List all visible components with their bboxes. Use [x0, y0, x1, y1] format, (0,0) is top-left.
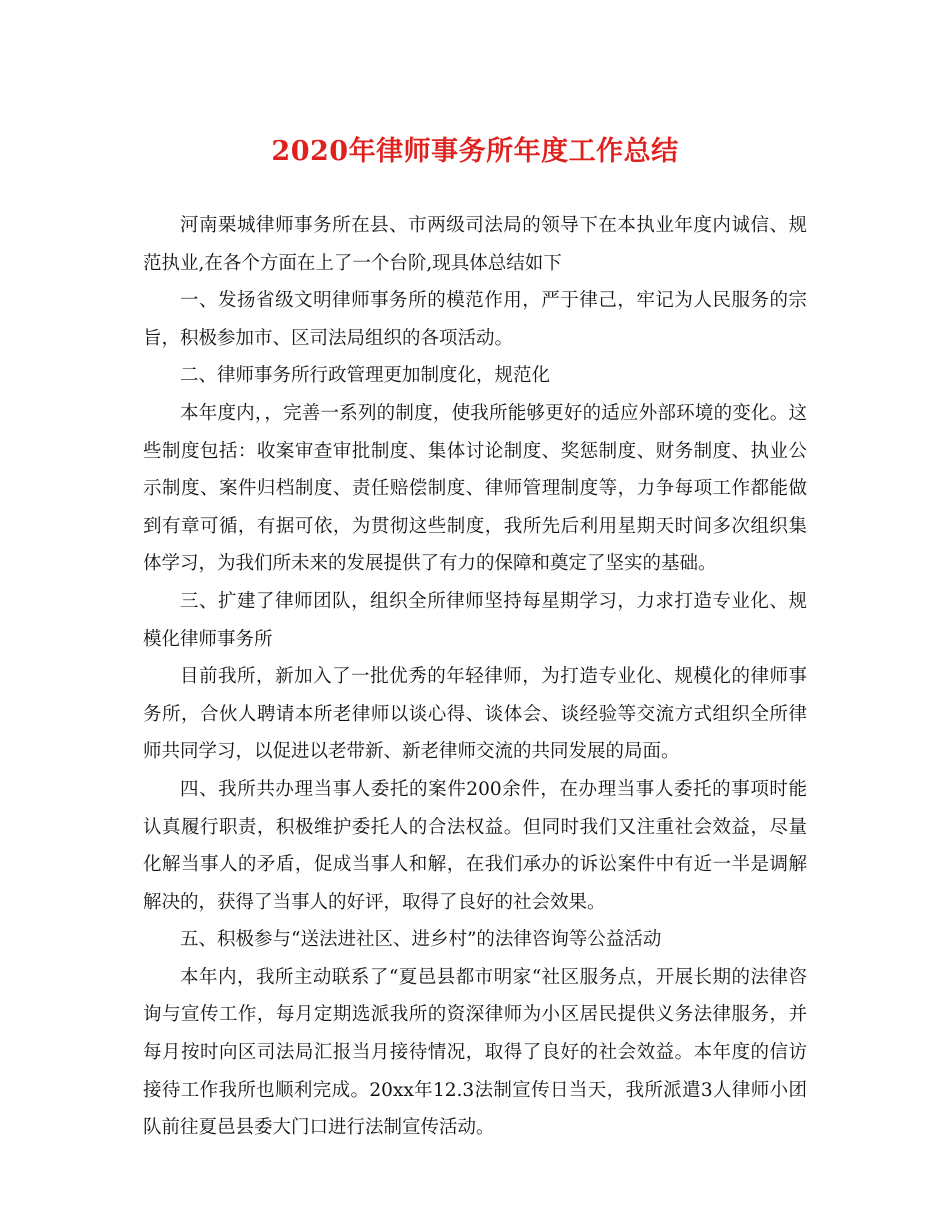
document-body [143, 207, 807, 1147]
paragraph-section-5-body: 本年内，我所主动联系了“夏邑县都市明家“社区服务点，开展长期的法律咨询与宣传工作，每月定期选派我所的资深律师为小区居民提供义务法律服务，并每月按时向区司法局汇报当月接待情况，取得了良好的社会效益。本年度的信访接待工作我所也顺利完成。20xx年12.3法制宣传日当天，我所派遣3人律师小团队前往夏邑县委大门口进行法制宣传活动。 [143, 966, 807, 1139]
paragraph-section-4: 四、我所共办理当事人委托的案件200余件，在办理当事人委托的事项时能认真履行职责，积极维护委托人的合法权益。但同时我们又注重社会效益，尽量化解当事人的矛盾，促成当事人和解，在我们承办的诉讼案件中有近一半是调解解决的，获得了当事人的好评，取得了良好的社会效果。 [143, 778, 807, 913]
paragraph-intro: 河南栗城律师事务所在县、市两级司法局的领导下在本执业年度内诚信、规范执业,在各个方面在上了一个台阶,现具体总结如下 [143, 215, 807, 274]
paragraph-section-2-body: 本年度内，，完善一系列的制度，使我所能够更好的适应外部环境的变化。这些制度包括：收案审查审批制度、集体讨论制度、奖惩制度、财务制度、执业公示制度、案件归档制度、责任赔偿制度、律师管理制度等，力争每项工作都能做到有章可循，有据可依，为贯彻这些制度，我所先后利用星期天时间多次组织集体学习，为我们所未来的发展提供了有力的保障和奠定了坚实的基础。 [143, 402, 807, 575]
document-title: 2020年律师事务所年度工作总结 [271, 136, 679, 167]
paragraph-section-3-heading: 三、扩建了律师团队，组织全所律师坚持每星期学习，力求打造专业化、规模化律师事务所 [143, 590, 807, 650]
paragraph-section-5-heading: 五、积极参与“送法进社区、进乡村”的法律咨询等公益活动 [180, 929, 662, 951]
paragraph-section-1: 一、发扬省级文明律师事务所的模范作用，严于律己，牢记为人民服务的宗旨，积极参加市、区司法局组织的各项活动。 [143, 290, 807, 349]
paragraph-section-3-body: 目前我所，新加入了一批优秀的年轻律师，为打造专业化、规模化的律师事务所，合伙人聘请本所老律师以谈心得、谈体会、谈经验等交流方式组织全所律师共同学习，以促进以老带新、新老律师交流的共同发展的局面。 [143, 666, 807, 763]
paragraph-section-2-heading: 二、律师事务所行政管理更加制度化，规范化 [180, 365, 551, 387]
